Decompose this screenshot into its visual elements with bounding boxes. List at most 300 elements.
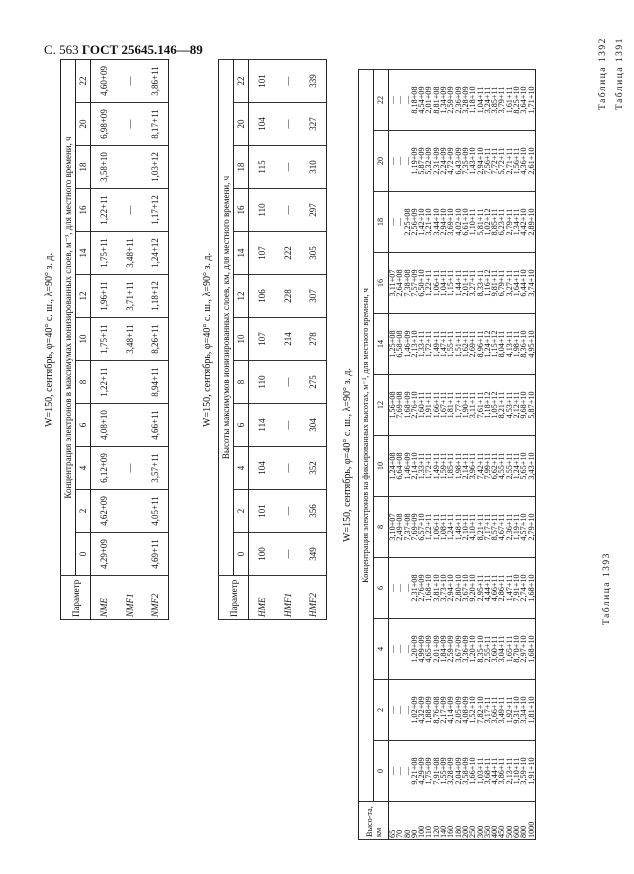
table-cell: 3,10+07 — [389, 497, 397, 558]
table-cell: 4,67+11 — [498, 497, 505, 558]
table-cell: 6,62+11 — [491, 436, 498, 497]
table-cell: — — [389, 131, 397, 192]
table-cell: 1,68+10 — [528, 619, 536, 680]
table-cell: 1,43+10 — [469, 131, 476, 192]
table-cell: 214 — [275, 318, 301, 361]
table-cell: 1,47+11 — [506, 558, 513, 619]
table-cell: 1,75+11 — [91, 232, 117, 275]
hour-header: 18 — [234, 146, 249, 189]
table-cell: 1,56+11 — [513, 131, 520, 192]
height-value: 450 — [498, 802, 505, 840]
table-cell: 1,66+11 — [433, 375, 440, 436]
table-cell: 7,37+08 — [404, 497, 411, 558]
table-cell: 2,14+10 — [411, 436, 418, 497]
table-cell: 2,31+08 — [411, 558, 418, 619]
table-cell: 2,80+10 — [455, 558, 462, 619]
table-cell: 7,69+08 — [396, 375, 403, 436]
table-cell: 1,42+10 — [418, 192, 425, 253]
hour-header: 2 — [234, 490, 249, 533]
table-cell: 6,12+09 — [91, 447, 117, 490]
table-cell: 3,86+11 — [498, 741, 505, 802]
table-cell: 115 — [249, 146, 275, 189]
table-cell: 2,10+11 — [462, 497, 469, 558]
table-cell: 8,17+11 — [143, 103, 169, 146]
table-cell: 1,52+10 — [469, 680, 476, 741]
table-cell: 7,35+09 — [462, 131, 469, 192]
table-cell: 8,36+10 — [520, 314, 527, 375]
hour-header: 14 — [374, 314, 389, 375]
hour-header: 4 — [374, 619, 389, 680]
table-cell: 1,59+11 — [440, 436, 447, 497]
table-cell — [117, 361, 143, 404]
table-cell: 2,05+09 — [455, 680, 462, 741]
table-cell: 3,86+11 — [143, 59, 169, 102]
table-cell: 1,19+11 — [513, 497, 520, 558]
table-cell: 1,68+10 — [528, 558, 536, 619]
table-cell: 3,28+09 — [462, 70, 469, 131]
hour-header: 4 — [76, 447, 91, 490]
table-subtitle: Концентрация электронов в максимумах ионизированных слоев, м⁻³, для местного времени, ч — [61, 59, 76, 575]
table-cell: 1,98+11 — [455, 436, 462, 497]
table-cell: 8,57+11 — [491, 497, 498, 558]
table-cell: — — [389, 619, 397, 680]
param-name: NME — [91, 576, 117, 620]
table-cell: 2,31+09 — [433, 131, 440, 192]
table-cell: 2,64+08 — [396, 253, 403, 314]
hour-header: 0 — [76, 533, 91, 576]
table-cell: 1,15+12 — [491, 314, 498, 375]
table-cell: 2,61+10 — [528, 131, 536, 192]
height-value: 400 — [491, 802, 498, 840]
table-cell: 3,21+10 — [425, 192, 432, 253]
table-cell: — — [389, 680, 397, 741]
table-cell: 1,77+11 — [455, 375, 462, 436]
table-cell: 1,04+11 — [477, 70, 484, 131]
table-cell: 7,17+11 — [484, 497, 491, 558]
table-cell: 4,44+11 — [484, 558, 491, 619]
table-cell: 4,13+11 — [506, 314, 513, 375]
table-cell: 1,68+10 — [425, 558, 432, 619]
table-cell: 8,25+10 — [513, 70, 520, 131]
table-cell: 327 — [301, 103, 327, 146]
table-cell: — — [275, 361, 301, 404]
table-cell: — — [404, 741, 411, 802]
table-cell: 1,22+11 — [425, 497, 432, 558]
table-cell: 7,69+09 — [411, 497, 418, 558]
table-cell: — — [117, 189, 143, 232]
table-cell: — — [396, 558, 403, 619]
table-cell: — — [396, 192, 403, 253]
table-cell: 4,10+11 — [469, 497, 476, 558]
table-cell: 1,15+11 — [447, 253, 454, 314]
table-cell: 6,50+10 — [418, 253, 425, 314]
table-cell — [117, 490, 143, 533]
height-value: 250 — [469, 802, 476, 840]
table-cell: 3,67+09 — [455, 619, 462, 680]
table-cell: 2,95+11 — [477, 558, 484, 619]
hour-header: 10 — [76, 318, 91, 361]
table-cell: 1,90+11 — [462, 375, 469, 436]
table-cell: 6,44+10 — [520, 253, 527, 314]
table-cell: 107 — [249, 318, 275, 361]
table-cell: 2,12+11 — [513, 375, 520, 436]
height-header: Высо-та, км — [359, 802, 389, 840]
table-cell: 1,24+11 — [447, 497, 454, 558]
table-cell: 3,11+11 — [469, 375, 476, 436]
table-cell: 2,56+09 — [411, 192, 418, 253]
table-cell: — — [275, 447, 301, 490]
hour-header: 20 — [374, 131, 389, 192]
table-cell: 9,81+11 — [491, 253, 498, 314]
table-cell: 8,33+11 — [477, 253, 484, 314]
table-cell: 1,48+11 — [455, 497, 462, 558]
table-cell: 4,69+11 — [143, 533, 169, 576]
table-1391-label: Таблица 1391 — [615, 37, 625, 110]
hour-header: 12 — [234, 275, 249, 318]
hour-header: 2 — [374, 680, 389, 741]
table-cell: 9,20+10 — [469, 558, 476, 619]
hour-header: 16 — [374, 253, 389, 314]
table-cell: 1,24+08 — [389, 436, 397, 497]
table-cell: 7,99+11 — [484, 436, 491, 497]
hour-header: 18 — [374, 192, 389, 253]
table-cell: — — [275, 404, 301, 447]
table-cell: 110 — [249, 189, 275, 232]
table-cell: 4,36+10 — [520, 131, 527, 192]
table-cell: 3,48+11 — [117, 318, 143, 361]
table-cell: 2,89+10 — [528, 192, 536, 253]
table-cell: 228 — [275, 275, 301, 318]
table-cell: 1,72+11 — [425, 436, 432, 497]
table-cell: 4,66+11 — [143, 404, 169, 447]
table-cell: 8,21+11 — [498, 375, 505, 436]
table-cell: 2,25+08 — [404, 192, 411, 253]
param-name: HME — [249, 576, 275, 620]
height-value: 500 — [506, 802, 513, 840]
table-cell: 2,14+11 — [462, 436, 469, 497]
hour-header: 6 — [76, 404, 91, 447]
table-cell: 3,69+10 — [447, 192, 454, 253]
table-cell: 4,72+09 — [447, 131, 454, 192]
table-cell: — — [389, 70, 397, 131]
table-cell: 2,94+10 — [447, 558, 454, 619]
table-cell: 1,06+11 — [433, 497, 440, 558]
table-cell — [117, 404, 143, 447]
height-value: 350 — [484, 802, 491, 840]
table-cell: 8,35+10 — [477, 619, 484, 680]
table-cell: 1,10+11 — [513, 741, 520, 802]
table-cell: 4,66+11 — [491, 558, 498, 619]
table-cell: — — [396, 131, 403, 192]
table-cell: 1,55+09 — [440, 741, 447, 802]
height-value: 100 — [418, 802, 425, 840]
table-cell: 3,11+07 — [389, 253, 397, 314]
table-cell: — — [396, 70, 403, 131]
hour-header: 20 — [76, 103, 91, 146]
table-cell: 2,04+09 — [455, 741, 462, 802]
height-value: 120 — [433, 802, 440, 840]
height-value: 300 — [477, 802, 484, 840]
height-value: 600 — [513, 802, 520, 840]
table-cell: 6,23+11 — [498, 192, 505, 253]
table-cell: 1,33+11 — [418, 314, 425, 375]
table-cell: 6,79+11 — [498, 253, 505, 314]
table-cell: 4,60+09 — [91, 59, 117, 102]
table-cell: — — [275, 189, 301, 232]
table-cell: 278 — [301, 318, 327, 361]
table-cell: 9,31+10 — [513, 680, 520, 741]
table-cell: 2,17+09 — [440, 680, 447, 741]
table-cell: — — [404, 619, 411, 680]
table-cell: 7,38+08 — [404, 253, 411, 314]
table-cell: 4,65+09 — [425, 619, 432, 680]
table-cell: 7,91+08 — [433, 741, 440, 802]
table-cell: 1,18+12 — [143, 275, 169, 318]
table-cell: 7,72+11 — [491, 131, 498, 192]
table-cell: 6,58+08 — [396, 314, 403, 375]
table-cell: 2,76+09 — [418, 558, 425, 619]
table-cell: 6,43+09 — [455, 131, 462, 192]
table-cell: 5,65+10 — [520, 436, 527, 497]
table-cell: 3,28+09 — [447, 741, 454, 802]
table-cell: 1,16+12 — [484, 253, 491, 314]
height-value: 110 — [425, 802, 432, 840]
hour-header: 0 — [234, 533, 249, 576]
table-cell: 2,74+10 — [520, 558, 527, 619]
table-cell: 2,79+10 — [528, 497, 536, 558]
table-cell: 2,36+09 — [455, 70, 462, 131]
table-cell: 4,53+11 — [506, 375, 513, 436]
table-cell: 1,67+11 — [440, 375, 447, 436]
hour-header: 16 — [76, 189, 91, 232]
table-cell: 3,04+11 — [498, 619, 505, 680]
param-name: NMF2 — [143, 576, 169, 620]
table-1393-block — [342, 69, 536, 840]
table-cell: 2,69+11 — [469, 314, 476, 375]
table-cell: 1,49+11 — [433, 314, 440, 375]
table-cell: 1,91+10 — [528, 741, 536, 802]
height-value: 1000 — [528, 802, 536, 840]
hour-header: 6 — [374, 558, 389, 619]
table-cell: 4,57+10 — [520, 497, 527, 558]
table-cell: 1,60+11 — [418, 375, 425, 436]
table-cell: 1,49+11 — [433, 436, 440, 497]
table-cell: 305 — [301, 232, 327, 275]
table-cell: 2,49+08 — [396, 497, 403, 558]
table-1392 — [218, 59, 327, 620]
table-cell: 1,88+09 — [425, 680, 432, 741]
table-cell: 3,44+10 — [433, 192, 440, 253]
table-cell: 6,57+10 — [418, 497, 425, 558]
table-row — [143, 59, 169, 619]
param-name: HMF2 — [301, 576, 327, 620]
table-cell: 3,71+11 — [117, 275, 143, 318]
table-cell: 1,06+11 — [433, 253, 440, 314]
table-cell: 3,36+09 — [462, 619, 469, 680]
table-cell: 1,72+11 — [425, 314, 432, 375]
table-cell: — — [275, 146, 301, 189]
table-cell: 7,61+11 — [477, 375, 484, 436]
table-row — [528, 70, 536, 840]
table-cell: 6,98+09 — [91, 103, 117, 146]
table-cell: 2,59+09 — [447, 619, 454, 680]
height-value: 160 — [447, 802, 454, 840]
table-cell: 2,55+11 — [506, 436, 513, 497]
height-value: 140 — [440, 802, 447, 840]
table-cell: 8,18+08 — [411, 70, 418, 131]
table-cell: 1,02+12 — [484, 192, 491, 253]
table-row — [301, 59, 327, 619]
table-cell: 1,19+09 — [411, 131, 418, 192]
table-cell: 1,24+11 — [513, 436, 520, 497]
table-cell: 9,21+08 — [411, 741, 418, 802]
table-cell: 5,87+09 — [418, 131, 425, 192]
table-cell: 2,86+11 — [498, 558, 505, 619]
table-cell: 1,71+10 — [528, 70, 536, 131]
table-cell: — — [117, 103, 143, 146]
table-row — [91, 59, 117, 619]
table-cell: 1,92+11 — [506, 680, 513, 741]
height-value: 200 — [462, 802, 469, 840]
hour-header: 8 — [374, 497, 389, 558]
table-cell: 310 — [301, 146, 327, 189]
table-cell: 3,27+11 — [506, 253, 513, 314]
table-cell: 307 — [301, 275, 327, 318]
table-1393-title: W=150, сентябрь, φ=40° с. ш., λ=90° з. д. — [342, 368, 353, 542]
table-cell: 3,60+11 — [491, 619, 498, 680]
table-cell: — — [396, 741, 403, 802]
table-1392-block — [202, 59, 327, 620]
table-cell: 3,48+11 — [117, 232, 143, 275]
table-cell: 2,13+10 — [411, 314, 418, 375]
table-cell: 1,68+09 — [404, 375, 411, 436]
table-row — [249, 59, 275, 619]
table-cell: 3,67+10 — [462, 558, 469, 619]
table-cell: 114 — [249, 404, 275, 447]
table-cell: 101 — [249, 59, 275, 102]
table-row — [117, 59, 143, 619]
table-cell — [117, 146, 143, 189]
height-value: 65 — [389, 802, 397, 840]
table-cell: 1,22+11 — [425, 253, 432, 314]
table-cell: 3,73+10 — [440, 558, 447, 619]
table-cell: — — [117, 59, 143, 102]
table-cell: — — [404, 70, 411, 131]
table-cell: 1,05+12 — [491, 375, 498, 436]
table-cell: 3,49+11 — [498, 680, 505, 741]
height-value: 80 — [404, 802, 411, 840]
table-cell: 352 — [301, 447, 327, 490]
table-cell: 2,79+11 — [506, 192, 513, 253]
table-cell: 222 — [275, 232, 301, 275]
table-cell: 4,54+09 — [418, 70, 425, 131]
table-cell: 4,29+09 — [91, 533, 117, 576]
table-cell: 1,24+12 — [484, 314, 491, 375]
table-cell: — — [389, 741, 397, 802]
standard-code: ГОСТ 25645.146—89 — [81, 42, 203, 57]
table-cell: 6,64+08 — [396, 436, 403, 497]
table-cell: 4,05+11 — [143, 490, 169, 533]
table-cell: 339 — [301, 59, 327, 102]
table-cell: 297 — [301, 189, 327, 232]
table-cell: 2,59+09 — [447, 70, 454, 131]
table-cell: 7,82+10 — [477, 680, 484, 741]
table-cell: 8,21+11 — [477, 497, 484, 558]
table-cell: 1,18+12 — [484, 375, 491, 436]
table-cell: 3,81+10 — [433, 558, 440, 619]
table-cell: 4,08+10 — [91, 404, 117, 447]
table-cell: 1,51+11 — [455, 314, 462, 375]
table-row — [275, 59, 301, 619]
table-cell: 3,58+09 — [462, 741, 469, 802]
table-cell: 101 — [249, 490, 275, 533]
table-cell: 2,55+11 — [484, 619, 491, 680]
table-cell: 100 — [249, 533, 275, 576]
page-header — [44, 42, 203, 58]
hour-header: 8 — [76, 361, 91, 404]
table-cell: 4,55+11 — [498, 436, 505, 497]
table-cell: 8,26+11 — [143, 318, 169, 361]
table-cell: — — [275, 59, 301, 102]
table-cell: 4,99+09 — [418, 619, 425, 680]
table-cell: 5,81+11 — [477, 192, 484, 253]
table-cell: 2,36+11 — [506, 497, 513, 558]
table-cell: — — [389, 558, 397, 619]
table-cell: 2,01+09 — [433, 619, 440, 680]
table-cell: 1,22+11 — [91, 361, 117, 404]
table-cell: 1,81+11 — [447, 375, 454, 436]
table-cell: 3,85+11 — [491, 70, 498, 131]
table-cell: — — [396, 680, 403, 741]
table-cell: 1,61+11 — [506, 70, 513, 131]
table-cell: — — [275, 533, 301, 576]
table-cell: 1,17+12 — [143, 189, 169, 232]
table-cell: — — [117, 447, 143, 490]
table-cell: 104 — [249, 103, 275, 146]
hour-header: 20 — [234, 103, 249, 146]
table-cell: 3,34+10 — [520, 680, 527, 741]
table-cell: 1,20+10 — [469, 619, 476, 680]
table-cell: 4,14+09 — [447, 680, 454, 741]
table-cell: 2,94+10 — [477, 131, 484, 192]
table-cell: 3,24+11 — [484, 70, 491, 131]
table-1391-block — [44, 59, 169, 620]
table-1391 — [60, 59, 169, 620]
table-subtitle: Высоты максимумов ионизированных слоев, км, для местного времени, ч — [219, 59, 234, 575]
table-cell: 5,32+09 — [425, 131, 432, 192]
height-value: 180 — [455, 802, 462, 840]
table-cell: 1,98+11 — [513, 314, 520, 375]
hour-header: 10 — [234, 318, 249, 361]
table-cell: 4,02+10 — [455, 192, 462, 253]
table-1393-label: Таблица 1393 — [602, 552, 612, 625]
hour-header: 4 — [234, 447, 249, 490]
table-cell — [117, 533, 143, 576]
table-cell: 2,13+11 — [506, 741, 513, 802]
table-cell: 9,68+10 — [520, 375, 527, 436]
table-cell: 5,87+10 — [528, 375, 536, 436]
table-cell: 1,24+12 — [143, 232, 169, 275]
table-cell: 110 — [249, 361, 275, 404]
table-1392-title: W=150, сентябрь, φ=40° с. ш., λ=90° з. д. — [202, 253, 213, 427]
table-cell: 1,84+09 — [440, 619, 447, 680]
table-cell: 2,01+09 — [425, 70, 432, 131]
table-cell: 7,42+11 — [477, 436, 484, 497]
table-cell: 4,32+09 — [418, 680, 425, 741]
table-cell: 1,66+10 — [469, 741, 476, 802]
table-cell: 3,74+10 — [528, 253, 536, 314]
param-name: NMF1 — [117, 576, 143, 620]
